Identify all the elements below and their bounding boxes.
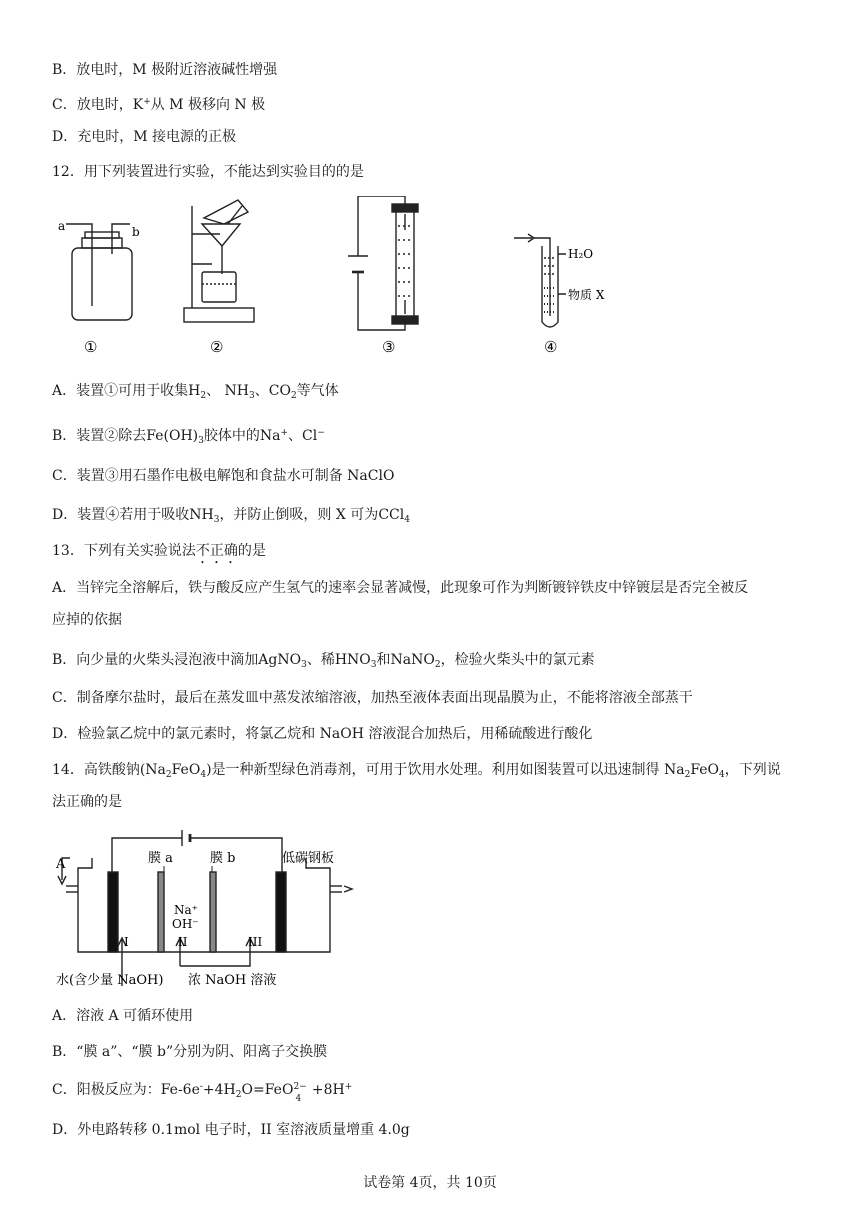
q12-a-nh-sub: 3: [249, 391, 255, 401]
q12-stem: 12．用下列装置进行实验，不能达到实验目的的是: [52, 164, 364, 180]
q12-a-h: H: [188, 383, 201, 399]
page-footer: 试卷第 4页，共 10页: [363, 1175, 497, 1191]
gas-washing-bottle-icon: [66, 224, 132, 320]
q14-c-feo-sub: 4: [295, 1094, 302, 1104]
label-h2o: H₂O: [568, 247, 594, 261]
q14-electrolysis-figure: [52, 828, 372, 993]
label-a: a: [58, 219, 66, 233]
electrolysis-cell-icon: [348, 196, 418, 330]
q12-b-cl-sup: −: [317, 428, 325, 438]
q11-option-c-ion: K: [132, 97, 144, 113]
q12-b-sep: 、: [288, 428, 303, 444]
q13-stem-pre: 13．下列有关实验说法: [52, 543, 196, 559]
label-b: b: [132, 225, 140, 239]
filtration-setup-icon: [184, 200, 254, 322]
q12-d-ccl: CCl: [378, 507, 405, 523]
q12-d-mid: ，并防止倒吸，则 X 可为: [219, 507, 379, 523]
caption-1: ①: [84, 338, 98, 356]
q11-option-d: D．充电时，M 接电源的正极: [52, 129, 237, 145]
q13-b-hno: HNO: [334, 652, 371, 668]
q12-b-na: Na: [259, 428, 281, 444]
q14-option-b: B．“膜 a”、“膜 b”分别为阴、阳离子交换膜: [52, 1044, 328, 1060]
q14-stem-end: FeO: [690, 762, 720, 778]
q12-b-pre: B．装置②除去: [52, 428, 147, 444]
caption-3: ③: [382, 338, 396, 356]
q13-option-b: [52, 650, 595, 670]
q13-b-and: 和: [376, 652, 391, 668]
label-na-ion: Na⁺: [174, 903, 198, 917]
q13-b-nano-sub: 2: [434, 660, 441, 670]
q14-c-mid: +4H: [202, 1082, 236, 1098]
q12-b-mid: 胶体中的: [203, 428, 260, 444]
q13-option-a-line2: 应掉的依据: [52, 612, 122, 628]
q14-c-o: O=FeO: [241, 1082, 294, 1098]
absorption-tube-icon: [514, 234, 566, 327]
q14-option-c: [52, 1080, 353, 1104]
q14-stem-pre: 14．高铁酸钠(Na: [52, 762, 166, 778]
q13-stem: [52, 541, 266, 567]
q13-b-mid: 、稀: [306, 652, 335, 668]
q12-b-fe-sub: 3: [198, 436, 204, 446]
q14-c-pre: C．阳极反应为：Fe-6e: [52, 1082, 200, 1098]
q13-b-nano: NaNO: [390, 652, 435, 668]
q13-stem-post: 的是: [237, 543, 266, 559]
q14-stem-post: )是一种新型绿色消毒剂，可用于饮用水处理。利用如图装置可以迅速制得 Na: [206, 762, 685, 778]
q13-b-post: ，检验火柴头中的氯元素: [440, 652, 595, 668]
q11-option-c-post: 从 M 极移向 N 极: [150, 97, 266, 113]
q13-b-pre: B．向少量的火柴头浸泡液中滴加: [52, 652, 259, 668]
caption-4: ④: [544, 338, 558, 356]
q13-option-a-line1: A．当锌完全溶解后，铁与酸反应产生氢气的速率会显著减慢，此现象可作为判断镀锌铁皮中锌镀层是否完全被反: [52, 580, 749, 596]
label-water-inlet: 水(含少量 NaOH): [56, 973, 164, 988]
q12-b-fe: Fe(OH): [146, 428, 199, 444]
label-room-1: I: [124, 935, 129, 949]
q13-b-ag-sub: 3: [301, 660, 307, 670]
q14-c-feo-scripts: [293, 1080, 307, 1104]
q14-stem-s1: 2: [165, 770, 172, 780]
label-steel-plate: 低碳钢板: [282, 851, 335, 866]
q14-c-e-sup: -: [199, 1082, 203, 1092]
label-membrane-b: 膜 b: [210, 851, 236, 866]
q12-a-post: 等气体: [296, 383, 339, 399]
label-room-3: III: [248, 935, 263, 949]
q12-d-pre: D．装置④若用于吸收: [52, 507, 190, 523]
q14-c-feo-sup: 2−: [293, 1082, 307, 1092]
label-solution-a: A: [56, 857, 66, 872]
caption-2: ②: [210, 338, 224, 356]
q12-a-pre: A．装置①可用于收集: [52, 383, 189, 399]
q14-option-a: A．溶液 A 可循环使用: [52, 1008, 194, 1024]
q11-option-c-pre: C．放电时，: [52, 97, 133, 113]
q14-stem-mid: FeO: [171, 762, 201, 778]
q14-stem-s2: 4: [200, 770, 207, 780]
q12-option-b: [52, 426, 325, 446]
q13-b-ag: AgNO: [258, 652, 302, 668]
q13-stem-emphasis: 不正确: [195, 543, 238, 559]
q12-a-h-sub: 2: [200, 391, 207, 401]
q12-d-ccl-sub: 4: [404, 515, 410, 525]
q13-option-c: C．制备摩尔盐时，最后在蒸发皿中蒸发浓缩溶液，加热至液体表面出现晶膜为止，不能将溶液全部蒸干: [52, 690, 693, 706]
q12-apparatus-figure: [52, 196, 652, 361]
q14-c-post: +8H: [307, 1082, 345, 1098]
q12-b-na-sup: +: [280, 428, 289, 438]
q12-option-d: [52, 505, 410, 525]
q14-stem-s3: 2: [684, 770, 691, 780]
q14-stem-s4: 4: [719, 770, 725, 780]
q12-d-nh: NH: [189, 507, 214, 523]
q14-stem-line1: [52, 760, 781, 780]
q14-option-d: D．外电路转移 0.1mol 电子时，II 室溶液质量增重 4.0g: [52, 1122, 410, 1138]
q11-option-c-charge: +: [143, 97, 151, 107]
label-membrane-a: 膜 a: [148, 851, 173, 866]
q12-option-c: C．装置③用石墨作电极电解饱和食盐水可制备 NaClO: [52, 468, 395, 484]
q12-a-nh: 、 NH: [206, 383, 249, 399]
q11-option-c: [52, 95, 265, 115]
q13-option-d: D．检验氯乙烷中的氯元素时，将氯乙烷和 NaOH 溶液混合加热后，用稀硫酸进行酸化: [52, 726, 593, 742]
q12-d-nh-sub: 3: [213, 515, 220, 525]
q11-option-b: B．放电时，M 极附近溶液碱性增强: [52, 62, 278, 78]
q13-b-hno-sub: 3: [370, 660, 377, 670]
q14-c-h-sup: +: [344, 1082, 353, 1092]
label-room-2: II: [178, 935, 188, 949]
label-conc-naoh: 浓 NaOH 溶液: [188, 973, 277, 988]
label-oh-ion: OH⁻: [172, 917, 199, 931]
q12-b-cl: Cl: [302, 428, 318, 444]
q14-stem-tail: ，下列说: [724, 762, 781, 778]
label-substance-x: 物质 X: [568, 288, 605, 302]
q14-c-h-sub: 2: [235, 1090, 242, 1100]
q12-option-a: [52, 381, 339, 401]
q12-a-co: 、CO: [254, 383, 291, 399]
q14-stem-line2: 法正确的是: [52, 794, 122, 810]
q12-a-co-sub: 2: [290, 391, 297, 401]
